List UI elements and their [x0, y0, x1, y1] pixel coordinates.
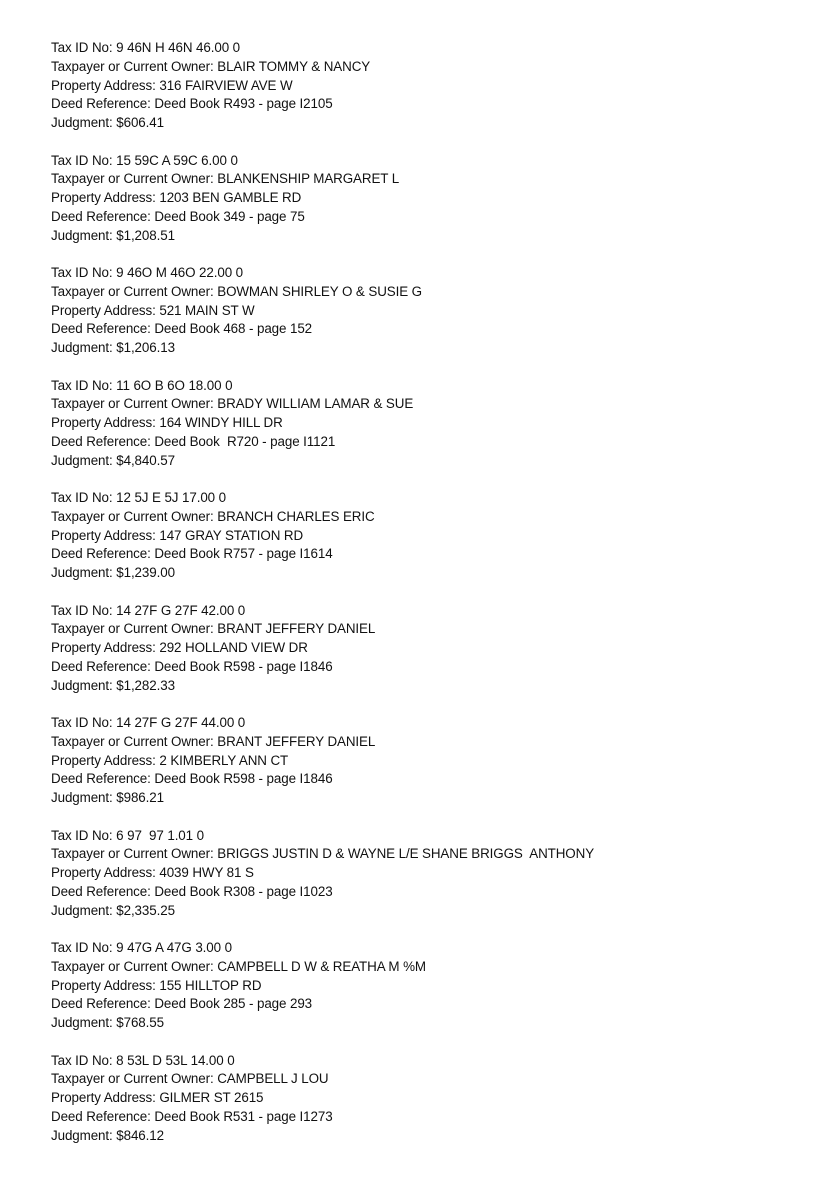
deed-line: Deed Reference: Deed Book R598 - page I1846: [51, 771, 333, 787]
owner-line: Taxpayer or Current Owner: CAMPBELL J LOU: [51, 1071, 329, 1087]
address-line: Property Address: 155 HILLTOP RD: [51, 977, 262, 993]
address-line: Property Address: 4039 HWY 81 S: [51, 865, 254, 881]
tax-record: [51, 152, 811, 246]
deed-line: Deed Reference: Deed Book R308 - page I1023: [51, 883, 333, 899]
judgment-line: Judgment: $768.55: [51, 1015, 164, 1031]
deed-line: Deed Reference: Deed Book R720 - page I1121: [51, 433, 336, 449]
owner-line: Taxpayer or Current Owner: BRADY WILLIAM LAMAR & SUE: [51, 396, 414, 412]
judgment-line: Judgment: $846.12: [51, 1127, 164, 1143]
owner-line: Taxpayer or Current Owner: BRANT JEFFERY DANIEL: [51, 733, 376, 749]
owner-line: Taxpayer or Current Owner: CAMPBELL D W & REATHA M %M: [51, 958, 426, 974]
tax-id-line: Tax ID No: 14 27F G 27F 42.00 0: [51, 602, 246, 618]
owner-line: Taxpayer or Current Owner: BLANKENSHIP MARGARET L: [51, 171, 400, 187]
deed-line: Deed Reference: Deed Book R598 - page I1846: [51, 658, 333, 674]
address-line: Property Address: 147 GRAY STATION RD: [51, 527, 304, 543]
deed-line: Deed Reference: Deed Book R493 - page I2105: [51, 96, 333, 112]
owner-line: Taxpayer or Current Owner: BRANT JEFFERY DANIEL: [51, 621, 376, 637]
tax-id-line: Tax ID No: 12 5J E 5J 17.00 0: [51, 490, 226, 505]
owner-line: Taxpayer or Current Owner: BOWMAN SHIRLEY O & SUSIE G: [51, 283, 422, 299]
address-line: Property Address: 292 HOLLAND VIEW DR: [51, 640, 308, 656]
address-line: Property Address: 316 FAIRVIEW AVE W: [51, 77, 293, 93]
tax-id-line: Tax ID No: 8 53L D 53L 14.00 0: [51, 1052, 235, 1068]
tax-record: [51, 1052, 811, 1146]
owner-line: Taxpayer or Current Owner: BRIGGS JUSTIN D & WAYNE L/E SHANE BRIGGS ANTHONY: [51, 846, 595, 862]
address-line: Property Address: GILMER ST 2615: [51, 1090, 264, 1106]
deed-line: Deed Reference: Deed Book 349 - page 75: [51, 208, 305, 224]
tax-record: [51, 39, 811, 133]
judgment-line: Judgment: $1,208.51: [51, 227, 175, 243]
judgment-line: Judgment: $4,840.57: [51, 452, 175, 468]
deed-line: Deed Reference: Deed Book 468 - page 152: [51, 321, 313, 337]
tax-id-line: Tax ID No: 6 97 97 1.01 0: [51, 827, 204, 843]
judgment-line: Judgment: $986.21: [51, 790, 164, 806]
judgment-line: Judgment: $2,335.25: [51, 902, 175, 918]
tax-id-line: Tax ID No: 15 59C A 59C 6.00 0: [51, 152, 238, 168]
tax-record: [51, 377, 811, 471]
address-line: Property Address: 1203 BEN GAMBLE RD: [51, 190, 302, 206]
deed-line: Deed Reference: Deed Book 285 - page 293: [51, 996, 313, 1012]
tax-record: [51, 602, 811, 696]
deed-line: Deed Reference: Deed Book R757 - page I1614: [51, 546, 333, 562]
tax-id-line: Tax ID No: 9 46N H 46N 46.00 0: [51, 40, 241, 55]
address-line: Property Address: 164 WINDY HILL DR: [51, 415, 283, 431]
address-line: Property Address: 2 KIMBERLY ANN CT: [51, 752, 289, 768]
judgment-line: Judgment: $606.41: [51, 115, 164, 131]
tax-id-line: Tax ID No: 9 47G A 47G 3.00 0: [51, 940, 232, 955]
tax-id-line: Tax ID No: 9 46O M 46O 22.00 0: [51, 265, 244, 280]
judgment-line: Judgment: $1,239.00: [51, 565, 175, 581]
tax-record: [51, 939, 811, 1033]
tax-id-line: Tax ID No: 14 27F G 27F 44.00 0: [51, 715, 246, 730]
tax-record: [51, 489, 811, 583]
deed-line: Deed Reference: Deed Book R531 - page I1273: [51, 1108, 333, 1124]
tax-record: [51, 714, 811, 808]
judgment-line: Judgment: $1,282.33: [51, 677, 175, 693]
tax-record: [51, 827, 811, 921]
address-line: Property Address: 521 MAIN ST W: [51, 302, 255, 318]
tax-record: [51, 264, 811, 358]
owner-line: Taxpayer or Current Owner: BRANCH CHARLES ERIC: [51, 508, 375, 524]
judgment-line: Judgment: $1,206.13: [51, 340, 175, 356]
owner-line: Taxpayer or Current Owner: BLAIR TOMMY & NANCY: [51, 58, 371, 74]
tax-id-line: Tax ID No: 11 6O B 6O 18.00 0: [51, 377, 233, 393]
